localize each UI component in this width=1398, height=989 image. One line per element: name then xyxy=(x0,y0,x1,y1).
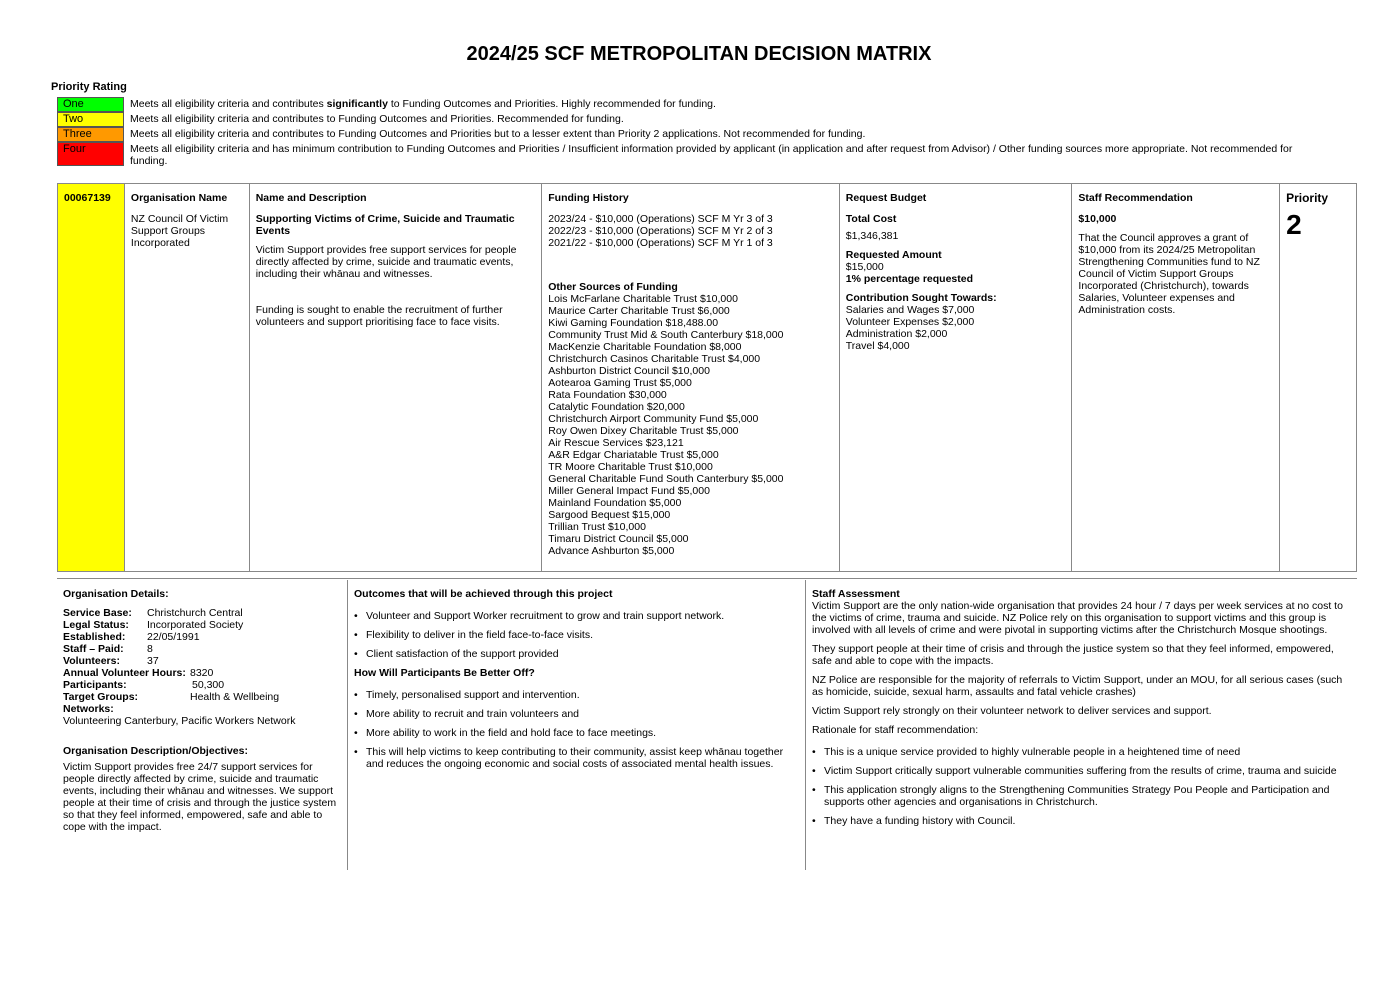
organisation-detail-key: Service Base: xyxy=(63,607,132,619)
staff-recommendation-amount: $10,000 xyxy=(1078,213,1117,225)
requested-amount-label: Requested Amount xyxy=(845,249,942,261)
name-description-header: Name and Description xyxy=(255,192,367,204)
other-source-item: Rata Foundation $30,000 xyxy=(548,389,667,401)
outcome-item: • Volunteer and Support Worker recruitment to grow and train support network. xyxy=(354,610,799,622)
rationale-item: • They have a funding history with Council. xyxy=(812,815,1351,827)
other-source-item: Roy Owen Dixey Charitable Trust $5,000 xyxy=(548,425,739,437)
other-source-item: Advance Ashburton $5,000 xyxy=(548,545,675,557)
organisation-detail-value: Health & Wellbeing xyxy=(190,691,280,703)
funding-history-list xyxy=(548,213,833,249)
priority-rating-heading: Priority Rating xyxy=(51,81,127,93)
organisation-name: NZ Council Of Victim Support Groups Incorporated xyxy=(130,213,229,249)
better-off-item: • Timely, personalised support and intervention. xyxy=(354,689,799,701)
outcomes-panel xyxy=(348,580,806,870)
project-title: Supporting Victims of Crime, Suicide and Traumatic Events xyxy=(255,213,515,237)
other-source-item: Mainland Foundation $5,000 xyxy=(548,497,682,509)
application-id-cell xyxy=(58,184,125,571)
other-source-item: MacKenzie Charitable Foundation $8,000 xyxy=(548,341,742,353)
other-source-item: TR Moore Charitable Trust $10,000 xyxy=(548,461,713,473)
organisation-details-list xyxy=(63,607,341,727)
priority-rating-row-two xyxy=(57,112,1317,127)
organisation-detail-row xyxy=(63,619,341,631)
staff-assessment-paragraph: Victim Support are the only nation-wide organisation that provides 24 hour / 7 days per week services at no cost to the victims of crime, trauma and suicide. NZ Police rely on this organisation to support victims and this group is involved with all levels of crime and were pivotal in supporting victims after the Christchurch Mosque shootings. xyxy=(812,600,1343,636)
other-source-item: Kiwi Gaming Foundation $18,488.00 xyxy=(548,317,719,329)
organisation-detail-value: 50,300 xyxy=(192,679,225,691)
priority-desc-one-bold: significantly xyxy=(326,98,388,110)
rationale-item: • This is a unique service provided to highly vulnerable people in a heightened time of need xyxy=(812,746,1351,758)
organisation-detail-value: 22/05/1991 xyxy=(147,631,200,643)
organisation-detail-row: Networks: Volunteering Canterbury, Pacific Workers Network xyxy=(63,703,296,727)
funding-history-item: 2023/24 - $10,000 (Operations) SCF M Yr 3 of 3 xyxy=(548,213,773,225)
funding-history-header: Funding History xyxy=(548,192,629,204)
outcomes-header: Outcomes that will be achieved through this project xyxy=(354,588,613,600)
total-cost-value: $1,346,381 xyxy=(845,230,899,242)
request-budget-header: Request Budget xyxy=(845,192,927,204)
organisation-description: Victim Support provides free 24/7 support services for people directly affected by crime, suicide and traumatic events, including their whānau and witnesses. We support people at their time of crisis and through the justice system so that they feel informed, empowered, safe and able to cope with the impact. xyxy=(63,761,337,833)
organisation-detail-key: Annual Volunteer Hours: xyxy=(63,667,186,679)
organisation-detail-key: Networks: xyxy=(63,703,114,715)
priority-cell xyxy=(1280,184,1356,571)
staff-recommendation-header: Staff Recommendation xyxy=(1078,192,1193,204)
other-source-item: Miller General Impact Fund $5,000 xyxy=(548,485,710,497)
organisation-detail-key: Staff – Paid: xyxy=(63,643,124,655)
other-source-item: Christchurch Casinos Charitable Trust $4,000 xyxy=(548,353,761,365)
organisation-detail-value: Christchurch Central xyxy=(147,607,243,619)
organisation-details-panel xyxy=(57,580,348,870)
total-cost-label: Total Cost xyxy=(845,213,897,225)
contribution-item: Volunteer Expenses $2,000 xyxy=(845,316,975,328)
priority-desc-four: Meets all eligibility criteria and has minimum contribution to Funding Outcomes and Priorities / Insufficient information provided by applicant (in application and after request from Advisor) / Other funding sources more appropriate. Not recommended for funding. xyxy=(130,143,1293,167)
other-sources-list xyxy=(548,293,833,557)
contribution-item: Travel $4,000 xyxy=(845,340,910,352)
funding-history-cell xyxy=(542,184,840,571)
other-source-item: A&R Edgar Chariatable Trust $5,000 xyxy=(548,449,719,461)
priority-rating-legend xyxy=(57,97,1317,167)
organisation-detail-row xyxy=(63,643,341,655)
section-divider xyxy=(57,578,1357,579)
better-off-item: • More ability to work in the field and hold face to face meetings. xyxy=(354,727,799,739)
staff-assessment-paragraph: Victim Support rely strongly on their volunteer network to deliver services and support. xyxy=(812,705,1212,717)
organisation-description-header: Organisation Description/Objectives: xyxy=(63,745,248,757)
funding-history-item: 2022/23 - $10,000 (Operations) SCF M Yr 2 of 3 xyxy=(548,225,773,237)
other-source-item: Timaru District Council $5,000 xyxy=(548,533,689,545)
staff-assessment-paragraph: They support people at their time of crisis and through the justice system so that they feel informed, empowered, safe and able to cope with the impacts. xyxy=(812,643,1334,667)
staff-assessment-header: Staff Assessment xyxy=(812,588,900,600)
contribution-item: Salaries and Wages $7,000 xyxy=(845,304,975,316)
staff-recommendation-cell xyxy=(1072,184,1280,571)
application-id: 00067139 xyxy=(64,192,111,204)
organisation-detail-row xyxy=(63,655,341,667)
organisation-detail-value: Incorporated Society xyxy=(147,619,244,631)
staff-recommendation-text: That the Council approves a grant of $10,000 from its 2024/25 Metropolitan Strengthening Communities fund to NZ Council of Victim Support Groups Incorporated (Christchurch), towards Salaries, Volunteer expenses and Administration costs. xyxy=(1078,232,1260,316)
priority-value: 2 xyxy=(1286,209,1302,240)
priority-desc-one-b: to Funding Outcomes and Priorities. Highly recommended for funding. xyxy=(387,98,716,110)
requested-amount-value: $15,000 xyxy=(845,261,884,273)
better-off-item: • This will help victims to keep contributing to their community, assist keep whānau together and reduces the ongoing economic and social costs of associated mental health issues. xyxy=(354,746,799,770)
organisation-detail-key: Legal Status: xyxy=(63,619,129,631)
organisation-cell xyxy=(125,184,250,571)
funding-history-item: 2021/22 - $10,000 (Operations) SCF M Yr 1 of 3 xyxy=(548,237,773,249)
better-off-list xyxy=(354,689,799,770)
outcome-item: • Client satisfaction of the support provided xyxy=(354,648,799,660)
other-source-item: Christchurch Airport Community Fund $5,000 xyxy=(548,413,759,425)
staff-assessment-paragraph: NZ Police are responsible for the majority of referrals to Victim Support, under an MOU, for all serious cases (such as homicide, suicide, sexual harm, assaults and fatal vehicle crashes) xyxy=(812,674,1343,698)
other-source-item: Catalytic Foundation $20,000 xyxy=(548,401,685,413)
organisation-details-header: Organisation Details: xyxy=(63,588,169,600)
other-source-item: Air Rescue Services $23,121 xyxy=(548,437,684,449)
organisation-detail-row xyxy=(63,679,341,691)
rationale-header: Rationale for staff recommendation: xyxy=(812,724,979,736)
project-description-1: Victim Support provides free support services for people directly affected by crime, suicide and traumatic events, including their whānau and witnesses. xyxy=(255,244,517,280)
organisation-detail-row xyxy=(63,667,341,679)
priority-header: Priority xyxy=(1286,191,1329,205)
priority-rating-row-one xyxy=(57,97,1317,112)
organisation-name-header: Organisation Name xyxy=(130,192,228,204)
organisation-detail-key: Target Groups: xyxy=(63,691,139,703)
priority-swatch-four: Four xyxy=(57,142,124,166)
organisation-detail-row xyxy=(63,607,341,619)
priority-rating-row-four xyxy=(57,142,1317,167)
organisation-detail-key: Volunteers: xyxy=(63,655,120,667)
project-description-2: Funding is sought to enable the recruitment of further volunteers and support prioritising face to face visits. xyxy=(255,304,503,328)
application-table xyxy=(57,183,1357,572)
better-off-header: How Will Participants Be Better Off? xyxy=(354,667,535,679)
priority-desc-two: Meets all eligibility criteria and contributes to Funding Outcomes and Priorities. Recommended for funding. xyxy=(130,113,624,125)
organisation-detail-value: 8 xyxy=(147,643,153,655)
organisation-detail-row xyxy=(63,631,341,643)
organisation-detail-value: 8320 xyxy=(190,667,214,679)
details-section xyxy=(57,580,1357,870)
priority-desc-three: Meets all eligibility criteria and contributes to Funding Outcomes and Priorities but to a lesser extent than Priority 2 applications. Not recommended for funding. xyxy=(130,128,866,140)
priority-swatch-two: Two xyxy=(57,112,124,127)
priority-rating-row-three xyxy=(57,127,1317,142)
priority-desc-one-a: Meets all eligibility criteria and contributes xyxy=(130,98,327,110)
organisation-detail-row xyxy=(63,691,341,703)
request-budget-cell xyxy=(840,184,1073,571)
contribution-label: Contribution Sought Towards: xyxy=(845,292,997,304)
organisation-detail-value: 37 xyxy=(147,655,159,667)
outcomes-list xyxy=(354,610,799,660)
priority-swatch-three: Three xyxy=(57,127,124,142)
other-source-item: Sargood Bequest $15,000 xyxy=(548,509,671,521)
rationale-item: • Victim Support critically support vulnerable communities suffering from the results of crime, trauma and suicide xyxy=(812,765,1351,777)
rationale-item: • This application strongly aligns to the Strengthening Communities Strategy Pou People and Participation and supports other agencies and organisations in Christchurch. xyxy=(812,784,1351,808)
better-off-item: • More ability to recruit and train volunteers and xyxy=(354,708,799,720)
other-source-item: Ashburton District Council $10,000 xyxy=(548,365,710,377)
other-source-item: Trillian Trust $10,000 xyxy=(548,521,646,533)
other-sources-header: Other Sources of Funding xyxy=(548,281,678,293)
percentage-requested: 1% percentage requested xyxy=(845,273,973,285)
other-source-item: Community Trust Mid & South Canterbury $18,000 xyxy=(548,329,784,341)
other-source-item: Lois McFarlane Charitable Trust $10,000 xyxy=(548,293,738,305)
outcome-item: • Flexibility to deliver in the field face-to-face visits. xyxy=(354,629,799,641)
organisation-detail-key: Participants: xyxy=(63,679,127,691)
other-source-item: General Charitable Fund South Canterbury $5,000 xyxy=(548,473,784,485)
organisation-detail-key: Established: xyxy=(63,631,126,643)
page-title: 2024/25 SCF METROPOLITAN DECISION MATRIX xyxy=(466,43,932,65)
contribution-item: Administration $2,000 xyxy=(845,328,948,340)
other-source-item: Aotearoa Gaming Trust $5,000 xyxy=(548,377,692,389)
rationale-list xyxy=(812,746,1351,827)
priority-desc-one xyxy=(124,97,716,110)
staff-assessment-panel xyxy=(806,580,1357,870)
name-description-cell xyxy=(250,184,543,571)
priority-swatch-one: One xyxy=(57,97,124,112)
other-source-item: Maurice Carter Charitable Trust $6,000 xyxy=(548,305,730,317)
